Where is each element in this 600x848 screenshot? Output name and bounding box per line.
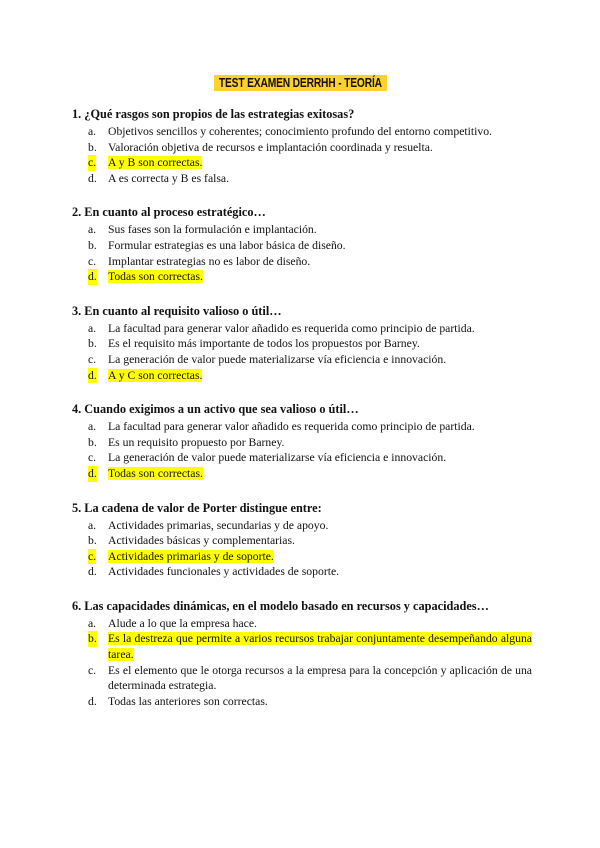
- option-text: La generación de valor puede materializarse vía eficiencia e innovación.: [108, 451, 447, 465]
- question-3-text: 3. En cuanto al requisito valioso o útil…: [72, 303, 282, 318]
- option-text: Es un requisito propuesto por Barney.: [108, 435, 285, 449]
- option-letter: a.: [88, 223, 97, 237]
- option-text: Actividades funcionales y actividades de soporte.: [108, 565, 340, 579]
- option-text: La generación de valor puede materializarse vía eficiencia e innovación.: [108, 352, 447, 366]
- option-letter: b.: [88, 534, 97, 548]
- option-text: Valoración objetiva de recursos e implantación coordinada y resuelta.: [108, 140, 433, 154]
- option-text: Actividades primarias, secundarias y de apoyo.: [108, 518, 329, 532]
- option-5c-correct: [72, 549, 532, 565]
- option-letter: d.: [88, 270, 97, 284]
- option-text: Actividades básicas y complementarias.: [108, 534, 295, 548]
- option-text: La facultad para generar valor añadido es requerida como principio de partida.: [108, 321, 475, 335]
- option-3c: [72, 352, 532, 368]
- option-text: La facultad para generar valor añadido es requerida como principio de partida.: [108, 420, 475, 434]
- option-4d-correct: [72, 466, 532, 482]
- option-6b-correct: [72, 631, 532, 662]
- question-2: [72, 204, 532, 284]
- option-letter: c.: [88, 156, 97, 170]
- option-letter: b.: [88, 140, 97, 154]
- question-list: [72, 106, 532, 727]
- option-text: Formular estrategias es una labor básica de diseño.: [108, 238, 346, 252]
- option-1a: [72, 124, 532, 140]
- question-5: [72, 500, 532, 580]
- option-1b: [72, 140, 532, 156]
- question-3: [72, 303, 532, 383]
- question-6: [72, 598, 532, 710]
- question-5-options: [72, 518, 532, 580]
- option-6d: [72, 694, 532, 710]
- option-text: A es correcta y B es falsa.: [108, 171, 230, 185]
- option-letter: a.: [88, 420, 97, 434]
- title-wrap: [0, 74, 600, 92]
- option-1c-correct: [72, 155, 532, 171]
- option-text-highlighted: Actividades primarias y de soporte.: [108, 549, 274, 563]
- option-letter: b.: [88, 435, 97, 449]
- option-letter: c.: [88, 549, 97, 563]
- option-text: Sus fases son la formulación e implantación.: [108, 223, 317, 237]
- option-4b: [72, 435, 532, 451]
- question-2-text: 2. En cuanto al proceso estratégico…: [72, 205, 266, 220]
- question-6-text: 6. Las capacidades dinámicas, en el modelo basado en recursos y capacidades…: [72, 598, 489, 613]
- option-text: Alude a lo que la empresa hace.: [108, 616, 257, 630]
- question-4-text: 4. Cuando exigimos a un activo que sea valioso o útil…: [72, 402, 359, 417]
- option-letter: b.: [88, 238, 97, 252]
- option-letter: c.: [88, 663, 97, 677]
- option-2c: [72, 254, 532, 270]
- option-text-highlighted: A y C son correctas.: [108, 368, 203, 382]
- question-2-options: [72, 222, 532, 284]
- question-3-options: [72, 321, 532, 383]
- option-letter: c.: [88, 352, 97, 366]
- option-2b: [72, 238, 532, 254]
- option-4a: [72, 419, 532, 435]
- option-3d-correct: [72, 368, 532, 384]
- option-2d-correct: [72, 269, 532, 285]
- option-text: Objetivos sencillos y coherentes; conocimiento profundo del entorno competitivo.: [108, 125, 492, 138]
- question-1-options: [72, 124, 532, 186]
- question-6-options: [72, 616, 532, 710]
- option-text-highlighted: Todas son correctas.: [108, 270, 203, 284]
- option-text: Es el requisito más importante de todos los propuestos por Barney.: [108, 337, 420, 351]
- option-5d: [72, 564, 532, 580]
- option-letter: d.: [88, 466, 97, 480]
- option-letter: d.: [88, 171, 97, 185]
- option-text-highlighted: A y B son correctas.: [108, 156, 203, 170]
- option-6c: [72, 663, 532, 694]
- option-letter: d.: [88, 368, 97, 382]
- option-3b: [72, 336, 532, 352]
- option-3a: [72, 321, 532, 337]
- option-2a: [72, 222, 532, 238]
- option-letter: a.: [88, 616, 97, 630]
- option-letter: b.: [88, 632, 97, 646]
- option-letter: a.: [88, 518, 97, 532]
- option-text: Todas las anteriores son correctas.: [108, 694, 268, 708]
- question-1: [72, 106, 532, 186]
- option-text: Es el elemento que le otorga recursos a la empresa para la concepción y aplicación de una determinada estrategia.: [108, 663, 532, 693]
- document-title: TEST EXAMEN DERRHH - TEORÍA: [214, 75, 387, 91]
- question-5-text: 5. La cadena de valor de Porter distingue entre:: [72, 500, 322, 515]
- option-6a: [72, 616, 532, 632]
- option-letter: c.: [88, 254, 97, 268]
- question-1-text: 1. ¿Qué rasgos son propios de las estrategias exitosas?: [72, 107, 355, 121]
- option-4c: [72, 450, 532, 466]
- option-letter: a.: [88, 321, 97, 335]
- option-text: Implantar estrategias no es labor de diseño.: [108, 254, 311, 268]
- option-letter: c.: [88, 451, 97, 465]
- question-4-options: [72, 419, 532, 481]
- question-4: [72, 401, 532, 481]
- option-text-highlighted: Es la destreza que permite a varios recursos trabajar conjuntamente desempeñando alguna tarea.: [108, 632, 532, 662]
- option-letter: d.: [88, 565, 97, 579]
- option-1d: [72, 171, 532, 187]
- option-5b: [72, 533, 532, 549]
- option-letter: d.: [88, 694, 97, 708]
- option-letter: b.: [88, 337, 97, 351]
- option-5a: [72, 518, 532, 534]
- option-text-highlighted: Todas son correctas.: [108, 466, 203, 480]
- option-letter: a.: [88, 125, 97, 138]
